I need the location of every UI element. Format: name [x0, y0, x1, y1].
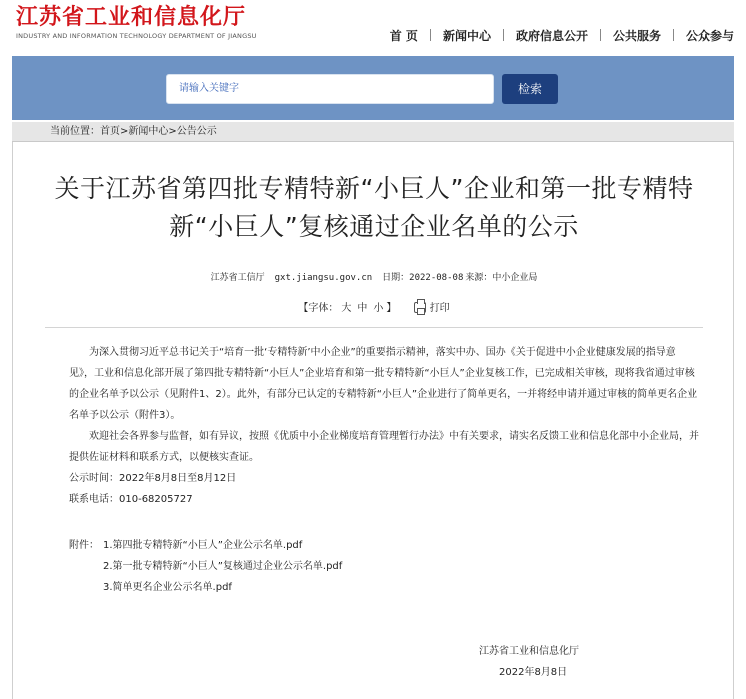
logo-subtitle: INDUSTRY AND INFORMATION TECHNOLOGY DEPARTMENT OF JIANGSU	[16, 32, 257, 40]
main-nav	[378, 26, 746, 44]
meta-source: 来源：中小企业局	[465, 273, 538, 283]
nav-public-service[interactable]: 公共服务	[612, 28, 661, 43]
contact-phone: 联系电话：010-68205727	[69, 494, 193, 505]
font-size-close: 】	[386, 303, 397, 314]
attachments-label: 附件：	[69, 540, 99, 551]
print-button[interactable]	[414, 303, 450, 314]
logo-title: 江苏省工业和信息化厅	[16, 5, 247, 30]
publicity-period: 公示时间：2022年8月8日至8月12日	[69, 473, 237, 484]
meta-org: 江苏省工信厅	[210, 273, 265, 283]
search-button[interactable]: 检索	[502, 74, 558, 104]
article-meta	[13, 270, 735, 283]
article-frame	[12, 142, 734, 699]
content-divider	[45, 327, 703, 328]
search-input[interactable]: 请输入关键字	[166, 74, 494, 104]
breadcrumb-news-center[interactable]: 新闻中心	[128, 126, 169, 137]
breadcrumb-home[interactable]: 首页	[100, 126, 120, 137]
nav-news-center[interactable]: 新闻中心	[442, 28, 491, 43]
attachment-link-3[interactable]: 3.简单更名企业公示名单.pdf	[103, 582, 232, 593]
site-header	[0, 0, 746, 54]
nav-home[interactable]: 首 页	[389, 28, 418, 43]
article-title: 关于江苏省第四批专精特新“小巨人”企业和第一批专精特新“小巨人”复核通过企业名单的公示	[54, 174, 694, 241]
search-band	[12, 56, 734, 120]
paragraph-2: 欢迎社会各界参与监督，如有异议，按照《优质中小企业梯度培育管理暂行办法》中有关要求，请实名反馈工业和信息化部中小企业局，并提供佐证材料和联系方式，以便核实查证。	[69, 431, 699, 463]
meta-date: 日期：2022-08-08	[382, 273, 464, 283]
breadcrumb-separator: >	[120, 126, 129, 137]
meta-site: gxt.jiangsu.gov.cn	[274, 273, 373, 283]
nav-public-participation[interactable]: 公众参与	[685, 28, 734, 43]
signature-org: 江苏省工业和信息化厅	[479, 646, 579, 657]
attachment-link-1[interactable]: 1.第四批专精特新“小巨人”企业公示名单.pdf	[103, 540, 303, 551]
article-tools	[13, 299, 735, 314]
print-label: 打印	[429, 303, 450, 314]
attachment-link-2[interactable]: 2.第一批专精特新“小巨人”复核通过企业公示名单.pdf	[103, 561, 343, 572]
printer-icon	[414, 302, 426, 313]
article-body	[69, 342, 699, 468]
paragraph-1: 为深入贯彻习近平总书记关于“培育一批‘专精特新’中小企业”的重要指示精神，落实中办、国办《关于促进中小企业健康发展的指导意见》，工业和信息化部开展了第四批专精特新“小巨人”企业培育和第一批专精特新“小巨人”企业复核工作，已完成相关审核，现将我省通过审核的企业名单予以公示（见附件1、2）。此外，有部分已认定的专精特新“小巨人”企业进行了简单更名，一并将经申请并通过审核的简单更名企业名单予以公示（附件3）。	[69, 347, 698, 421]
nav-gov-info[interactable]: 政府信息公开	[515, 28, 588, 43]
site-logo[interactable]	[16, 4, 257, 41]
font-size-label: 【字体：	[298, 303, 339, 314]
signature-date: 2022年8月8日	[499, 667, 568, 678]
font-size-medium[interactable]: 中	[357, 303, 368, 314]
breadcrumb-notice[interactable]: 公告公示	[176, 126, 217, 137]
breadcrumb-prefix: 当前位置：	[50, 126, 100, 137]
breadcrumb	[12, 122, 734, 142]
font-size-control	[298, 303, 396, 314]
font-size-small[interactable]: 小	[373, 303, 384, 314]
font-size-large[interactable]: 大	[341, 303, 352, 314]
breadcrumb-separator: >	[168, 126, 177, 137]
